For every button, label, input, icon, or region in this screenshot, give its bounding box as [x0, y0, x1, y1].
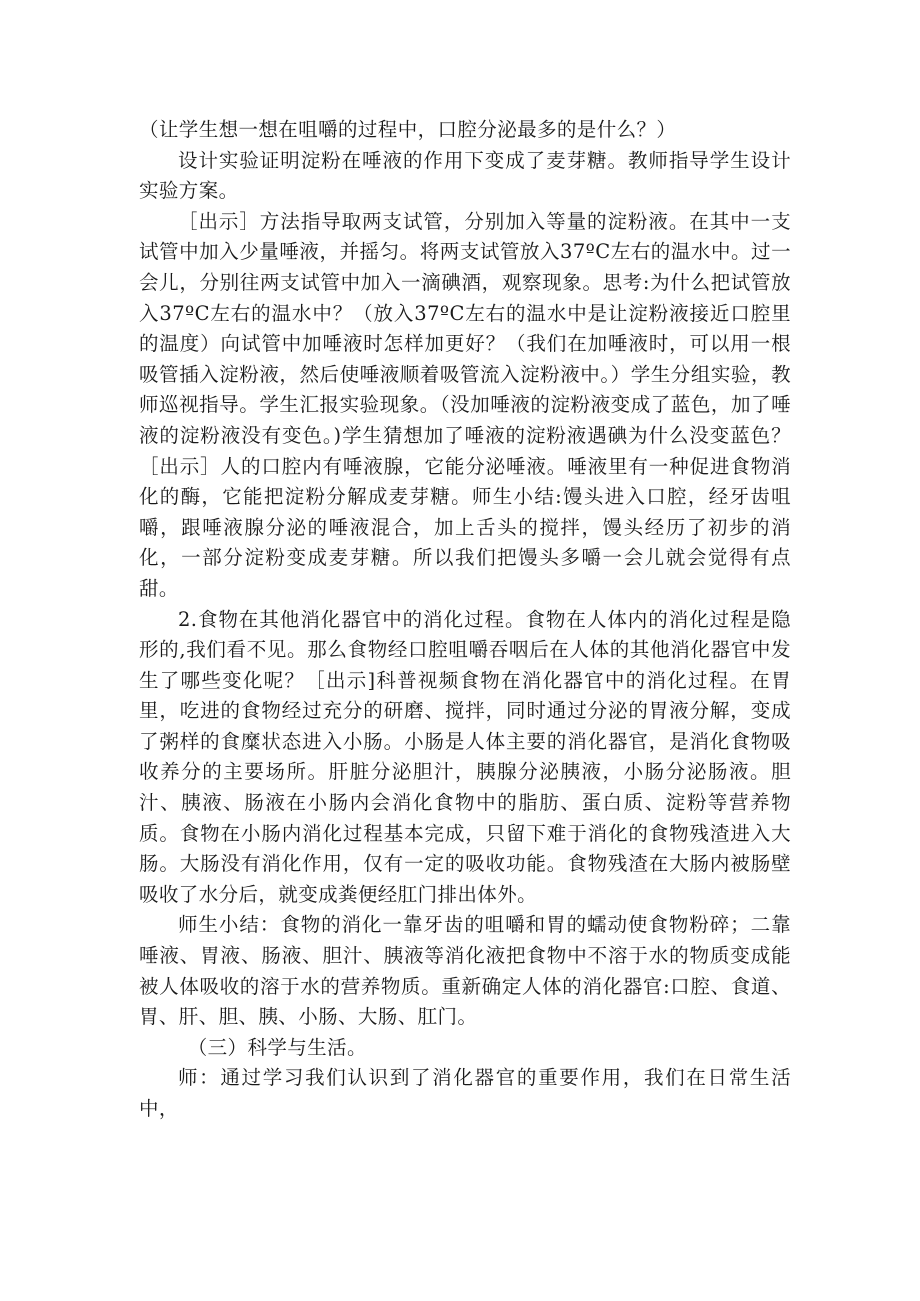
paragraph-method-guidance: ［出示］方法指导取两支试管，分别加入等量的淀粉液。在其中一支试管中加入少量唾液，并摇匀。将两支试管放入37ºC左右的温水中。过一会儿，分别往两支试管中加入一滴碘酒，观察现象。思考:为什么把试管放入37ºC左右的温水中？（放入37ºC左右的温水中是让淀粉液接近口腔里的温度）向试管中加唾液时怎样加更好？（我们在加唾液时，可以用一根吸管插入淀粉液，然后使唾液顺着吸管流入淀粉液中。）学生分组实验，教师巡视指导。学生汇报实验现象。（没加唾液的淀粉液变成了蓝色，加了唾液的淀粉液没有变色。)学生猜想加了唾液的淀粉液遇碘为什么没变蓝色？［出示］人的口腔内有唾液腺，它能分泌唾液。唾液里有一种促进食物消化的酶，它能把淀粉分解成麦芽糖。师生小结:馒头进入口腔，经牙齿咀嚼，跟唾液腺分泌的唾液混合，加上舌头的搅拌，馒头经历了初步的消化，一部分淀粉变成麦芽糖。所以我们把馒头多嚼一会儿就会觉得有点甜。 — [139, 209, 791, 600]
paragraph-digestion-process: 2.食物在其他消化器官中的消化过程。食物在人体内的消化过程是隐形的,我们看不见。那么食物经口腔咀嚼吞咽后在人体的其他消化器官中发生了哪些变化呢？［出示]科普视频食物在消化器官中的消化过程。在胃里，吃进的食物经过充分的研磨、搅拌，同时通过分泌的胃液分解，变成了粥样的食糜状态进入小肠。小肠是人体主要的消化器官，是消化食物吸收养分的主要场所。肝脏分泌胆汁，胰腺分泌胰液，小肠分泌肠液。胆汁、胰液、肠液在小肠内会消化食物中的脂肪、蛋白质、淀粉等营养物质。食物在小肠内消化过程基本完成，只留下难于消化的食物残渣进入大肠。大肠没有消化作用，仅有一定的吸收功能。食物残渣在大肠内被肠壁吸收了水分后，就变成粪便经肛门排出体外。 — [139, 607, 791, 906]
paragraph-teacher-intro: 师：通过学习我们认识到了消化器官的重要作用，我们在日常生活中， — [139, 1066, 791, 1120]
paragraph-experiment-design: 设计实验证明淀粉在唾液的作用下变成了麦芽糖。教师指导学生设计实验方案。 — [139, 148, 791, 203]
paragraph-question: （让学生想一想在咀嚼的过程中，口腔分泌最多的是什么？） — [139, 118, 677, 141]
section-heading-science-life: （三）科学与生活。 — [187, 1035, 367, 1059]
document-body — [139, 115, 791, 1125]
paragraph-summary: 师生小结：食物的消化一靠牙齿的咀嚼和胃的蠕动使食物粉碎；二靠唾液、胃液、肠液、胆汁、胰液等消化液把食物中不溶于水的物质变成能被人体吸收的溶于水的营养物质。重新确定人体的消化器官:口腔、食道、胃、肝、胆、胰、小肠、大肠、肛门。 — [139, 913, 791, 1029]
